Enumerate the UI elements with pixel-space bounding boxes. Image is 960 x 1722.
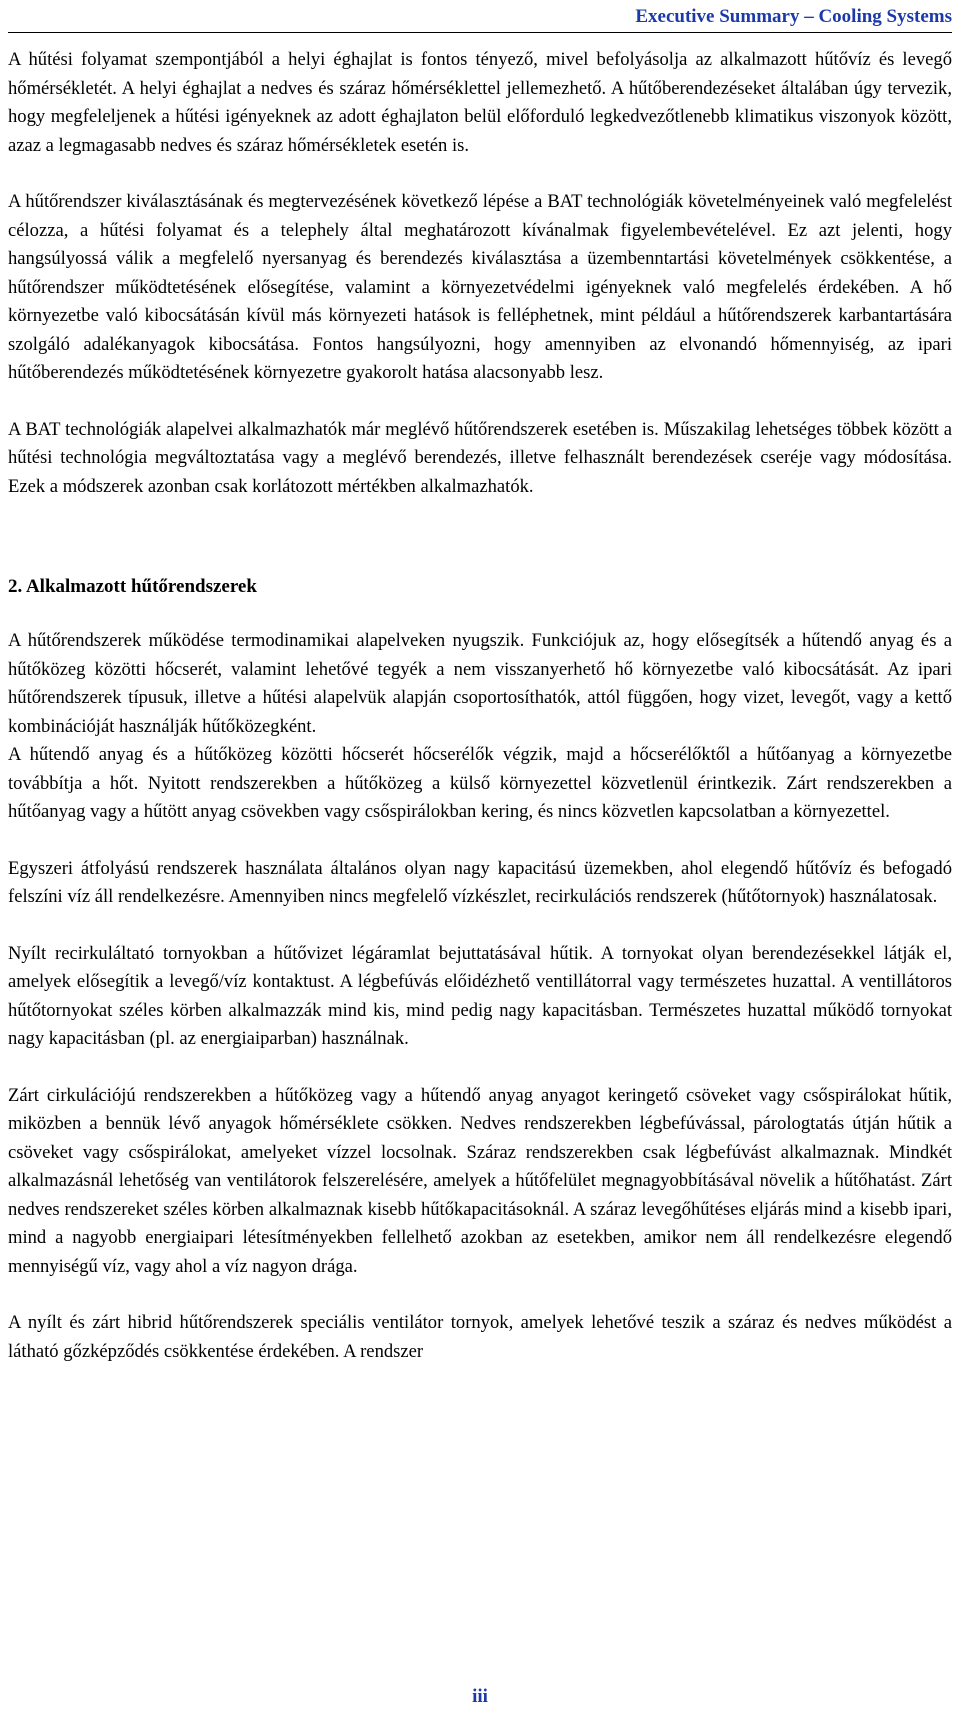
- paragraph-once-through: Egyszeri átfolyású rendszerek használata általános olyan nagy kapacitású üzemekben, ahol elegendő hűtővíz és befogadó felszíni víz áll rendelkezésre. Amennyiben nincs megfelelő vízkészlet, recirkulációs rendszerek (hűtőtornyok) használatosak.: [8, 857, 952, 907]
- page-number: iii: [472, 1686, 488, 1707]
- section-heading: 2. Alkalmazott hűtőrendszerek: [8, 576, 257, 597]
- paragraph-open-towers: Nyílt recirkuláltató tornyokban a hűtővizet légáramlat bejuttatásával hűtik. A tornyokat olyan berendezésekkel látják el, amelyek elősegítik a levegő/víz kontaktust. A légbefúvás előidézhető ventillátorral vagy természetes huzattal. A ventillátoros hűtőtornyokat széles körben alkalmazzák mind kis, mind pedig nagy kapacitásban. Természetes huzattal működő tornyokat nagy kapacitásban (pl. az energiaiparban) használnak.: [8, 942, 952, 1049]
- page-content: [8, 46, 952, 1366]
- paragraph-bat-selection: A hűtőrendszer kiválasztásának és megtervezésének következő lépése a BAT technológiák követelményeinek való megfelelést célozza, a hűtési folyamat és a telephely által meghatározott kívánalmak figyelembevételével. Ez azt jelenti, hogy hangsúlyossá válik a megfelelő nyersanyag és berendezés kiválasztása a üzembenntartási követelmények csökkentése, a hűtőrendszer működtetésének elősegítése, valamint a környezetvédelmi igényeknek való megfelelés érdekében. A hő környezetbe való kibocsátásán kívül más környezeti hatások is felléphetnek, mint például a hűtőrendszerek karbantartására szolgáló adalékanyagok kibocsátása. Fontos hangsúlyozni, hogy amennyiben az elvonandó hőmennyiség, az ipari hűtőberendezés működtetésének környezetre gyakorolt hatása alacsonyabb lesz.: [8, 191, 952, 383]
- paragraph-thermodynamics: A hűtőrendszerek működése termodinamikai alapelveken nyugszik. Funkciójuk az, hogy elősegítsék a hűtendő anyag és a hűtőközeg közötti hőcserét, valamint lehetővé tegyék a nem visszanyerhető hő környezetbe való kibocsátását. Az ipari hűtőrendszerek típusuk, illetve a hűtési alapelvük alapján csoportosíthatók, attól függően, hogy vizet, levegőt, vagy a kettő kombinációját használják hűtőközegként.: [8, 630, 952, 737]
- page-footer: [0, 1686, 960, 1708]
- paragraph-bat-existing: A BAT technológiák alapelvei alkalmazhatók már meglévő hűtőrendszerek esetében is. Műszakilag lehetséges többek között a hűtési technológia megváltoztatása vagy a meglévő berendezés, illetve felhasznált berendezések cseréje vagy módosítása. Ezek a módszerek azonban csak korlátozott mértékben alkalmazhatók.: [8, 418, 952, 497]
- header-title: Executive Summary – Cooling Systems: [635, 6, 952, 27]
- page-header: [8, 4, 952, 33]
- paragraph-heat-exchange: A hűtendő anyag és a hűtőközeg közötti hőcserét hőcserélők végzik, majd a hőcserélőktől a hűtőanyag a környezetbe továbbítja a hőt. Nyitott rendszerekben a hűtőközeg a külső környezettel közvetlenül érintkezik. Zárt rendszerekben a hűtőanyag vagy a hűtött anyag csövekben vagy csőspirálokban kering, és nincs közvetlen kapcsolatban a környezettel.: [8, 744, 952, 822]
- paragraph-closed-circuit: Zárt cirkulációjú rendszerekben a hűtőközeg vagy a hűtendő anyag anyagot keringető csöveket vagy csőspirálokat hűtik, miközben a bennük lévő anyagok hőmérséklete csökken. Nedves rendszerekben légbefúvással, párologtatás útján hűtik a csöveket vagy csőspirálokat, amelyeket vízzel locsolnak. Száraz rendszerekben csak légbefúvást alkalmaznak. Mindkét alkalmazásnál lehetőség van ventilátorok felszerelésére, amelyek a hűtőfelület megnagyobbításával növelik a hűtőhatást. Zárt nedves rendszereket széles körben alkalmaznak kisebb hűtőkapacitásoknál. A száraz levegőhűtéses eljárás mind a kisebb ipari, mind a nagyobb energiaipari létesítményekben fellelhető azokban az esetekben, amikor nem áll rendelkezésre elegendő mennyiségű víz, vagy ahol a víz nagyon drága.: [8, 1084, 952, 1277]
- paragraph-climate: A hűtési folyamat szempontjából a helyi éghajlat is fontos tényező, mivel befolyásolja az alkalmazott hűtővíz és levegő hőmérsékletét. A helyi éghajlat a nedves és száraz hőmérséklettel jellemezhető. A hűtőberendezéseket általában úgy tervezik, hogy megfeleljenek a hűtési igényeknek az adott éghajlaton belül előforduló legkedvezőtlenebb klimatikus viszonyok között, azaz a legmagasabb nedves és száraz hőmérsékletek esetén is.: [8, 49, 952, 156]
- paragraph-hybrid: A nyílt és zárt hibrid hűtőrendszerek speciális ventilátor tornyok, amelyek lehetővé teszik a száraz és nedves működést a látható gőzképződés csökkentése érdekében. A rendszer: [8, 1312, 952, 1362]
